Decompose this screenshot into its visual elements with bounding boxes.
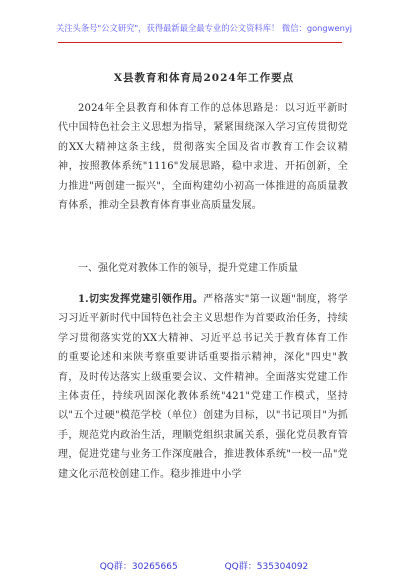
intro-text: 2024年全县教育和体育工作的总体思路是：以习近平新时代中国特色社会主义思想为指导，紧紧围绕深入学习宣传贯彻党的XX大精神这条主线，贯彻落实全国及省市教育工作会议精神，按照教体系统"1116"发展思路，稳中求进、开拓创新，全力推进"两创建一振兴"，全面构建幼小初高一体推进的高质量教育体系，推动全县教育体育事业高质量发展。 (58, 103, 348, 212)
document-title: X县教育和体育局2024年工作要点 (113, 72, 295, 84)
intro-paragraph (58, 99, 348, 215)
item1-text: 严格落实"第一议题"制度，将学习习近平新时代中国特色社会主义思想作为首要政治任务，持续学习贯彻落实党的XX大精神、习近平总书记关于教育体育工作的重要论述和来陕考察重要讲话重要指示精神，深化"四史"教育，及时传达落实上级重要会议、文件精神。全面落实党建工作主体责任，持续巩固深化教体系统"421"党建工作模式，坚持以"五个过硬"模范学校（单位）创建为目标，以"书记项目"为抓手，规范党内政治生活，理顺党组织隶属关系，强化党员教育管理，促进党建与业务工作深度融合，推进教体系统"一校一品"党建文化示范校创建工作。稳步推进中小学 (58, 294, 348, 480)
footer-qq-group-2: QQ群：535304092 (224, 562, 309, 572)
header-banner: 关注头条号"公文研究"，获得最新最全最专业的公文资料库！ 微信：gongwenyj (55, 23, 353, 33)
item1-lead: 1.切实发挥党建引领作用。 (78, 294, 204, 305)
footer (0, 559, 408, 572)
section-heading: 一、强化党对教体工作的领导，提升党建工作质量 (78, 263, 298, 274)
footer-qq-group-1: QQ群：30265665 (99, 562, 178, 572)
header-divider (58, 42, 342, 43)
item1-paragraph (58, 290, 348, 484)
